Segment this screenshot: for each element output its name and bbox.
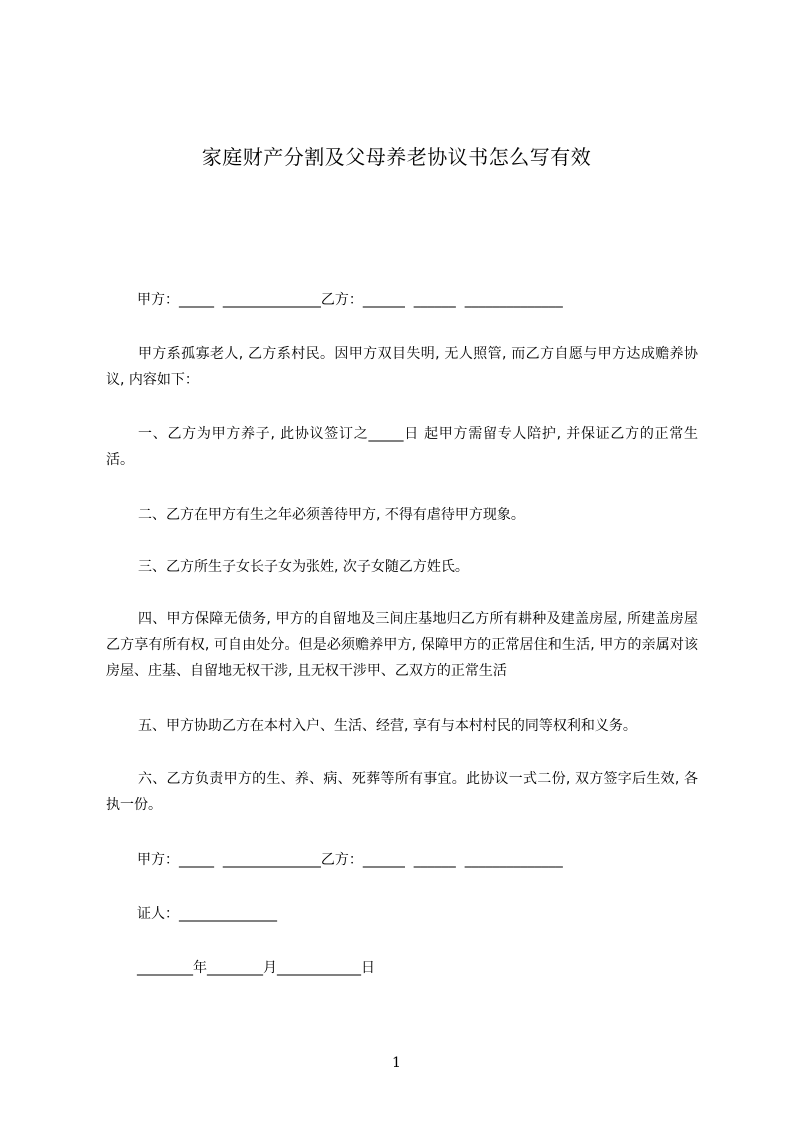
parties-line-bottom: 甲方：_____ ______________乙方：______ ______ ______________ bbox=[137, 852, 563, 868]
paragraph-clause-1: 一、乙方为甲方养子, 此协议签订之_____日 起甲方需留专人陪护, 并保证乙方的正常生活。 bbox=[106, 426, 698, 468]
parties-line-top: 甲方：_____ ______________乙方：______ ______ ______________ bbox=[137, 292, 563, 308]
paragraph-clause-3: 三、乙方所生子女长子女为张姓, 次子女随乙方姓氏。 bbox=[138, 559, 469, 575]
date-line: ________年________月____________日 bbox=[137, 960, 375, 976]
paragraph-clause-6: 六、乙方负责甲方的生、养、病、死葬等所有事宜。此协议一式二份, 双方签字后生效, 各执一份。 bbox=[106, 771, 698, 813]
document-title: 家庭财产分割及父母养老协议书怎么写有效 bbox=[201, 145, 592, 169]
paragraph-clause-5: 五、甲方协助乙方在本村入户、生活、经营, 享有与本村村民的同等权利和义务。 bbox=[138, 718, 637, 734]
page-number: 1 bbox=[392, 1055, 401, 1071]
paragraph-intro: 甲方系孤寡老人, 乙方系村民。因甲方双目失明, 无人照管, 而乙方自愿与甲方达成赡养协议, 内容如下： bbox=[106, 346, 698, 388]
paragraph-clause-4: 四、甲方保障无债务, 甲方的自留地及三间庄基地归乙方所有耕种及建盖房屋, 所建盖房屋乙方享有所有权, 可自由处分。但是必须赡养甲方, 保障甲方的正常居住和生活, 甲方的亲属对该房屋、庄基、自留地无权干涉, 且无权干涉甲、乙双方的正常生活 bbox=[106, 611, 698, 679]
paragraph-clause-2: 二、乙方在甲方有生之年必须善待甲方, 不得有虐待甲方现象。 bbox=[138, 507, 525, 523]
witness-line: 证人：______________ bbox=[137, 906, 277, 922]
